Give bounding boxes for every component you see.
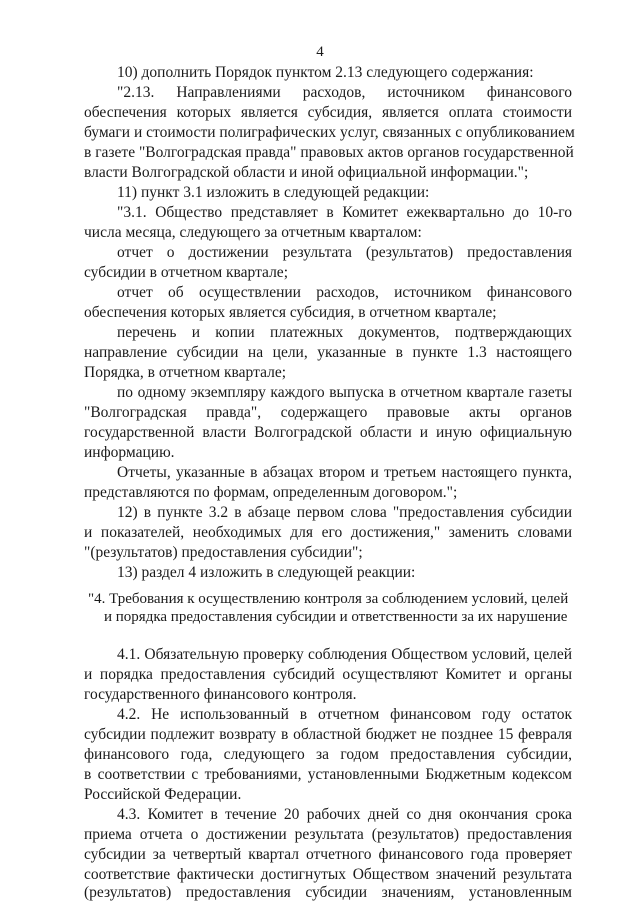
page-number: 4 — [316, 44, 324, 60]
text-line: отчет об осуществлении расходов, источником финансового — [117, 284, 572, 301]
text-line: и порядка предоставления субсидий осуществляют Комитет и органы — [84, 666, 572, 683]
text-line: государственной власти Волгоградской области и иную официальную — [84, 424, 572, 441]
text-line: направление субсидии на цели, указанные в пункте 1.3 настоящего — [84, 344, 572, 361]
text-line: субсидии подлежит возврату в областной бюджет не позднее 15 февраля — [84, 726, 572, 743]
section-heading: "4. Требования к осуществлению контроля за соблюдением условий, целей — [88, 591, 569, 607]
text-line: информацию. — [84, 444, 175, 461]
text-line: финансового года, следующего за годом предоставления субсидии, — [84, 746, 572, 763]
text-line: 11) пункт 3.1 изложить в следующей редакции: — [117, 184, 430, 201]
text-line: "3.1. Общество представляет в Комитет ежеквартально до 10-го — [117, 204, 572, 221]
text-line: 10) дополнить Порядок пунктом 2.13 следующего содержания: — [117, 64, 534, 81]
text-line: приема отчета о достижении результата (результатов) предоставления — [84, 826, 572, 843]
text-line: субсидии в отчетном квартале; — [84, 264, 288, 281]
text-line: обеспечения которых является субсидия, является оплата стоимости — [84, 104, 572, 121]
text-line: в соответствии с требованиями, установленными Бюджетным кодексом — [84, 766, 572, 783]
text-line: 13) раздел 4 изложить в следующей реакции: — [117, 564, 416, 581]
text-line: субсидии за четвертый квартал отчетного финансового года проверяет — [84, 846, 572, 863]
text-line: 4.2. Не использованный в отчетном финансовом году остаток — [117, 706, 572, 723]
text-line: числа месяца, следующего за отчетным кварталом: — [84, 224, 422, 241]
text-line: Порядка, в отчетном квартале; — [84, 364, 286, 381]
text-line: представляются по формам, определенным договором."; — [84, 484, 458, 501]
text-line: Российской Федерации. — [84, 786, 242, 803]
text-line: бумаги и стоимости полиграфических услуг, связанных с опубликованием — [84, 124, 575, 141]
text-line: (результатов) предоставления субсидии значениям, установленным — [84, 884, 572, 901]
text-line: соответствие фактически достигнутых Обществом значений результата — [84, 866, 572, 883]
text-line: в газете "Волгоградская правда" правовых актов органов государственной — [84, 144, 574, 161]
section-heading: и порядка предоставления субсидии и ответственности за их нарушение — [104, 609, 568, 625]
text-line: и показателей, необходимых для его достижения," заменить словами — [84, 524, 572, 541]
text-line: "Волгоградская правда", содержащего правовые акты органов — [84, 404, 572, 421]
text-line: перечень и копии платежных документов, подтверждающих — [117, 324, 572, 341]
text-line: обеспечения которых является субсидия, в отчетном квартале; — [84, 304, 497, 321]
text-line: власти Волгоградской области и иной официальной информации."; — [84, 164, 529, 181]
text-line: по одному экземпляру каждого выпуска в отчетном квартале газеты — [117, 384, 572, 401]
text-line: 4.1. Обязательную проверку соблюдения Обществом условий, целей — [117, 646, 572, 663]
text-line: "(результатов) предоставления субсидии"; — [84, 544, 363, 561]
text-line: 12) в пункте 3.2 в абзаце первом слова "предоставления субсидии — [117, 504, 572, 521]
text-line: Отчеты, указанные в абзацах втором и третьем настоящего пункта, — [117, 464, 572, 481]
text-line: "2.13. Направлениями расходов, источником финансового — [117, 84, 572, 101]
text-line: государственного финансового контроля. — [84, 686, 357, 703]
text-line: отчет о достижении результата (результатов) предоставления — [117, 244, 572, 261]
text-line: 4.3. Комитет в течение 20 рабочих дней со дня окончания срока — [117, 806, 572, 823]
